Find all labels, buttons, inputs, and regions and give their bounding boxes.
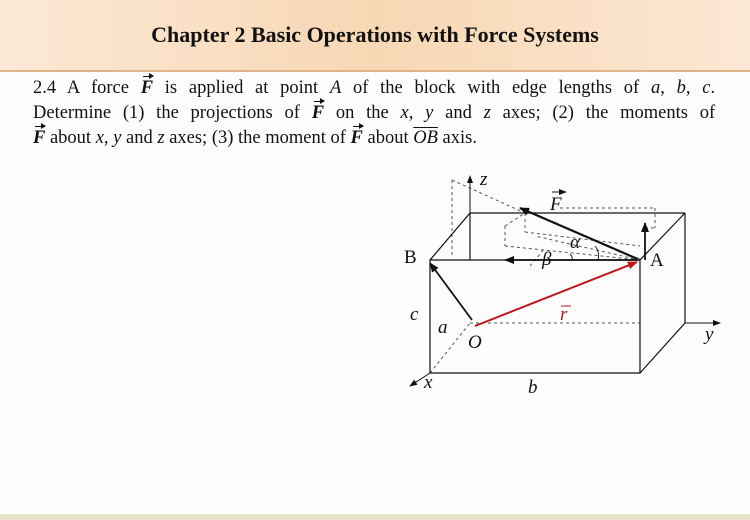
force-symbol: F [141, 76, 153, 101]
hidden-edges [430, 180, 655, 373]
c-label: c [410, 304, 419, 325]
x-label: x [424, 372, 433, 393]
page-title: Chapter 2 Basic Operations with Force Systems [151, 22, 599, 47]
a-label: a [438, 317, 448, 338]
b-point-label: B [404, 247, 417, 268]
ob-line [430, 263, 472, 320]
o-label: O [468, 332, 482, 353]
f-label: F [550, 194, 562, 215]
r-vector [475, 262, 637, 326]
y-label: y [705, 324, 714, 345]
z-label: z [480, 169, 488, 190]
problem-line-2: Determine (1) the projections of F on the x, y and z axes; (2) the moments of [33, 101, 715, 126]
r-label: r [560, 304, 568, 325]
alpha-label: α [570, 232, 580, 253]
block-figure [390, 168, 730, 403]
beta-label: β [542, 249, 552, 270]
a-point-label: A [650, 250, 664, 271]
problem-line-1: 2.4 A force F is applied at point A of the block with edge lengths of a, b, c. [33, 76, 715, 101]
alpha-arc [595, 246, 599, 260]
problem-line-3: F about x, y and z axes; (3) the moment of F about $\overline{OB}$ axis. [33, 126, 715, 151]
problem-statement [33, 76, 715, 151]
b-label: b [528, 377, 538, 398]
bottom-bar [0, 514, 750, 520]
header-bar [0, 0, 750, 72]
